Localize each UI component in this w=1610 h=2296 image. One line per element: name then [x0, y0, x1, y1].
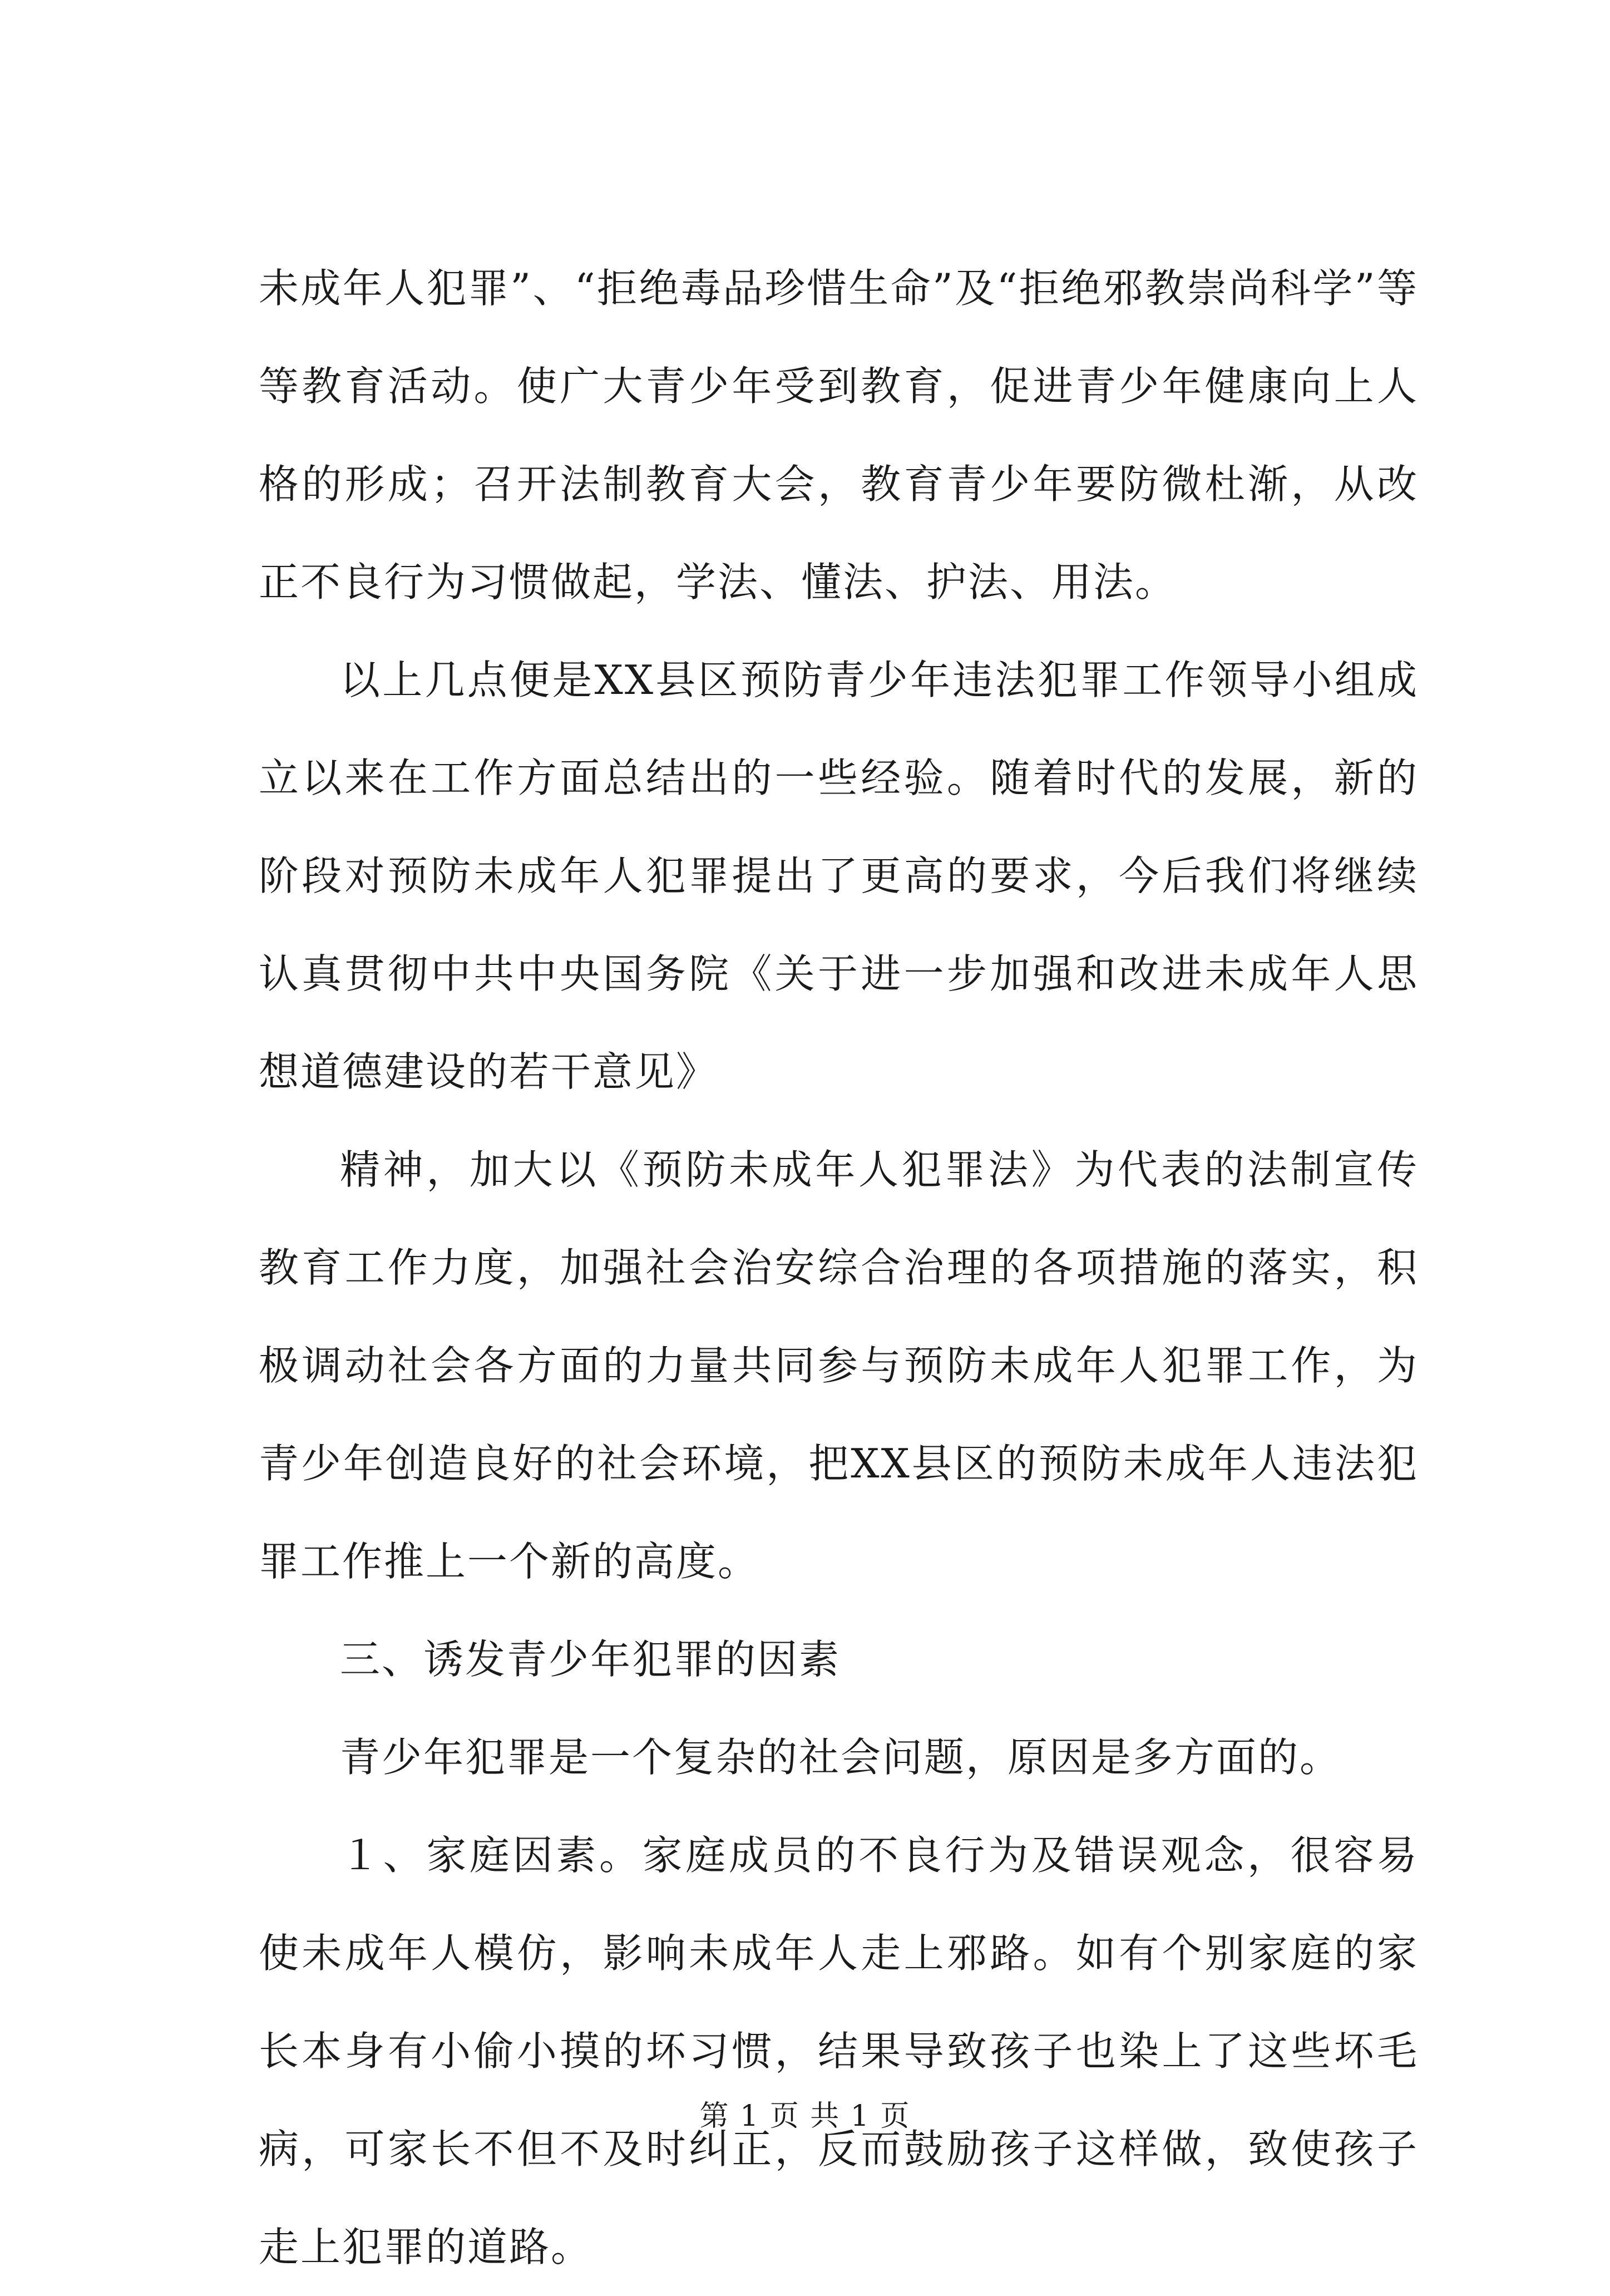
paragraph-spirit: 精神，加大以《预防未成年人犯罪法》为代表的法制宣传教育工作力度，加强社会治安综合治理的各项措施的落实，积极调动社会各方面的力量共同参与预防未成年人犯罪工作，为青少年创造良好的社会环境，把XX县区的预防未成年人违法犯罪工作推上一个新的高度。 [259, 1146, 1419, 1585]
paragraph-family-factor: １、家庭因素。家庭成员的不良行为及错误观念，很容易使未成年人模仿，影响未成年人走上邪路。如有个别家庭的家长本身有小偷小摸的坏习惯，结果导致孩子也染上了这些坏毛病，可家长不但不及时纠正，反而鼓励孩子这样做，致使孩子走上犯罪的道路。 [259, 1832, 1419, 2270]
paragraph-summary: 以上几点便是XX县区预防青少年违法犯罪工作领导小组成立以来在工作方面总结出的一些经验。随着时代的发展，新的阶段对预防未成年人犯罪提出了更高的要求，今后我们将继续认真贯彻中共中央国务院《关于进一步加强和改进未成年人思想道德建设的若干意见》 [259, 657, 1419, 1095]
paragraph-continuation: 未成年人犯罪”、“拒绝毒品珍惜生命”及“拒绝邪教崇尚科学”等等教育活动。使广大青少年受到教育，促进青少年健康向上人格的形成；召开法制教育大会，教育青少年要防微杜渐，从改正不良行为习惯做起，学法、懂法、护法、用法。 [259, 265, 1419, 605]
section-heading: 三、诱发青少年犯罪的因素 [340, 1636, 841, 1683]
page-footer: 第 1 页 共 1 页 [699, 2100, 911, 2133]
document-body [259, 239, 1419, 2296]
paragraph-intro: 青少年犯罪是一个复杂的社会问题，原因是多方面的。 [340, 1734, 1342, 1781]
